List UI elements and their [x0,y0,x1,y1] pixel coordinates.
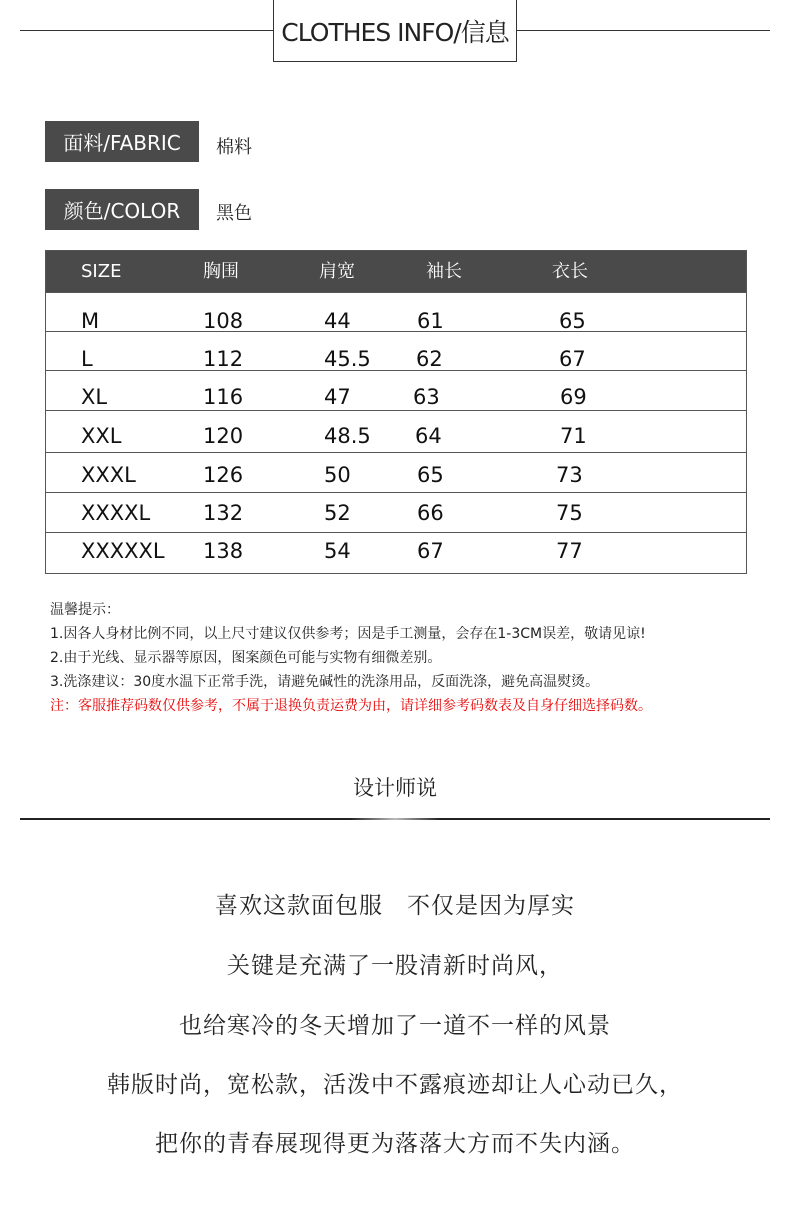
table-row [46,292,746,331]
header-sleeve: 袖长 [426,261,462,282]
header-length: 衣长 [552,261,588,282]
table-row [46,410,746,452]
fabric-label: 面料/FABRIC [45,121,199,162]
size-table [45,250,747,574]
cell-chest: 138 [203,539,244,563]
cell-shoulder: 45.5 [324,347,371,371]
cell-chest: 126 [203,463,244,487]
cell-length: 71 [560,424,587,448]
cell-shoulder: 50 [324,463,351,487]
designer-title: 设计师说 [353,776,437,800]
cell-chest: 132 [203,501,244,525]
cell-shoulder: 44 [324,309,351,333]
cell-length: 65 [559,309,586,333]
cell-chest: 108 [203,309,244,333]
header-shoulder: 肩宽 [319,261,355,282]
cell-sleeve: 62 [416,347,443,371]
cell-sleeve: 63 [413,385,440,409]
tips-section [50,598,652,718]
cell-length: 69 [560,385,587,409]
header-line-right [517,30,770,31]
cell-sleeve: 61 [417,309,444,333]
cell-size: XXXXXL [81,539,165,563]
cell-length: 67 [559,347,586,371]
cell-length: 73 [556,463,583,487]
table-row [46,492,746,532]
table-row [46,532,746,574]
size-table-header [46,251,746,292]
designer-quote-line: 关键是充满了一股清新时尚风， [227,953,563,979]
cell-chest: 112 [203,347,244,371]
table-row [46,452,746,492]
tip-item: 3.洗涤建议：30度水温下正常手洗，请避免碱性的洗涤用品，反面洗涤，避免高温熨烫。 [50,674,600,690]
warning-note: 注：客服推荐码数仅供参考，不属于退换负责运费为由，请详细参考码数表及自身仔细选择码数。 [50,698,652,714]
header-line-left [20,30,273,31]
cell-shoulder: 48.5 [324,424,371,448]
cell-size: XXXL [81,463,136,487]
cell-sleeve: 67 [417,539,444,563]
designer-quote-line: 也给寒冷的冬天增加了一道不一样的风景 [179,1013,611,1039]
cell-shoulder: 52 [324,501,351,525]
fabric-value: 棉料 [216,137,252,158]
cell-size: L [81,347,93,371]
cell-shoulder: 54 [324,539,351,563]
tip-item: 1.因各人身材比例不同，以上尺寸建议仅供参考；因是手工测量，会存在1-3CM误差，敬请见谅! [50,626,646,642]
color-value: 黑色 [216,203,252,224]
section-title-box [273,0,517,62]
designer-quote-line: 喜欢这款面包服 不仅是因为厚实 [215,893,575,919]
tip-item: 2.由于光线、显示器等原因，图案颜色可能与实物有细微差别。 [50,650,442,666]
cell-sleeve: 66 [417,501,444,525]
cell-sleeve: 64 [415,424,442,448]
cell-shoulder: 47 [324,385,351,409]
cell-sleeve: 65 [417,463,444,487]
tips-title: 温馨提示： [50,602,120,618]
cell-length: 77 [556,539,583,563]
section-title: CLOTHES INFO/信息 [281,17,509,47]
cell-size: XL [81,385,108,409]
designer-divider [20,818,770,820]
header-chest: 胸围 [203,261,239,282]
color-label: 颜色/COLOR [45,189,199,230]
cell-size: XXXXL [81,501,151,525]
designer-quote-line: 韩版时尚，宽松款，活泼中不露痕迹却让人心动已久， [107,1072,683,1098]
cell-size: XXL [81,424,122,448]
table-row [46,331,746,370]
header-size: SIZE [81,261,122,282]
cell-size: M [81,309,100,333]
cell-length: 75 [556,501,583,525]
cell-chest: 120 [203,424,244,448]
cell-chest: 116 [203,385,244,409]
designer-quote-line: 把你的青春展现得更为落落大方而不失内涵。 [155,1131,635,1157]
table-row [46,370,746,410]
